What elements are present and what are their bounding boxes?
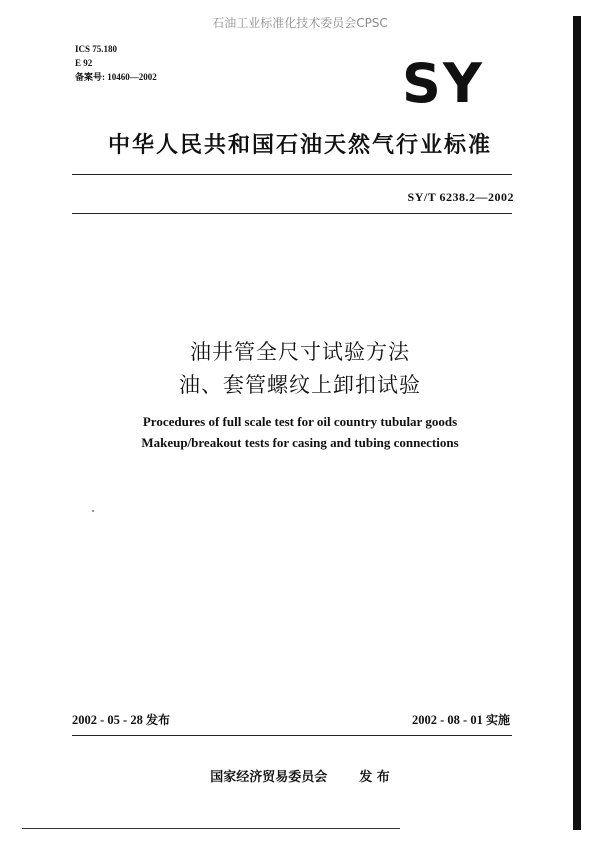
issue-label: 发布 [145,713,170,727]
standard-number: SY/T 6238.2—2002 [407,190,514,204]
record-number: 备案号: 10460—2002 [75,72,157,82]
classification-code: E 92 [75,58,93,68]
header-rule [72,174,512,175]
effective-date-value: 2002 - 08 - 01 [412,713,483,727]
industry-standard-title: 中华人民共和国石油天然气行业标准 [107,133,492,158]
ics-code: ICS 75.180 [75,44,118,54]
watermark-text: 石油工业标准化技术委员会CPSC [212,16,388,30]
issuer-line [0,766,600,785]
effective-label: 实施 [485,713,510,727]
bottom-edge-line [22,828,400,829]
issuer-name: 国家经济贸易委员会 [210,770,328,785]
effective-date [412,711,510,728]
standard-number-rule [72,213,512,214]
chinese-title-line-2: 油、套管螺纹上卸扣试验 [179,373,421,397]
issue-date [72,711,170,728]
scan-edge-bar [573,16,581,830]
chinese-title-line-1: 油井管全尺寸试验方法 [190,340,410,364]
issuer-action: 发 布 [359,770,390,785]
english-title-line-2: Makeup/breakout tests for casing and tubing connections [141,435,459,450]
sy-logo: SY [402,52,484,115]
footer-rule [72,735,512,736]
issue-date-value: 2002 - 05 - 28 [72,713,143,727]
scan-speck [92,510,94,512]
english-title-line-1: Procedures of full scale test for oil country tubular goods [142,414,458,429]
